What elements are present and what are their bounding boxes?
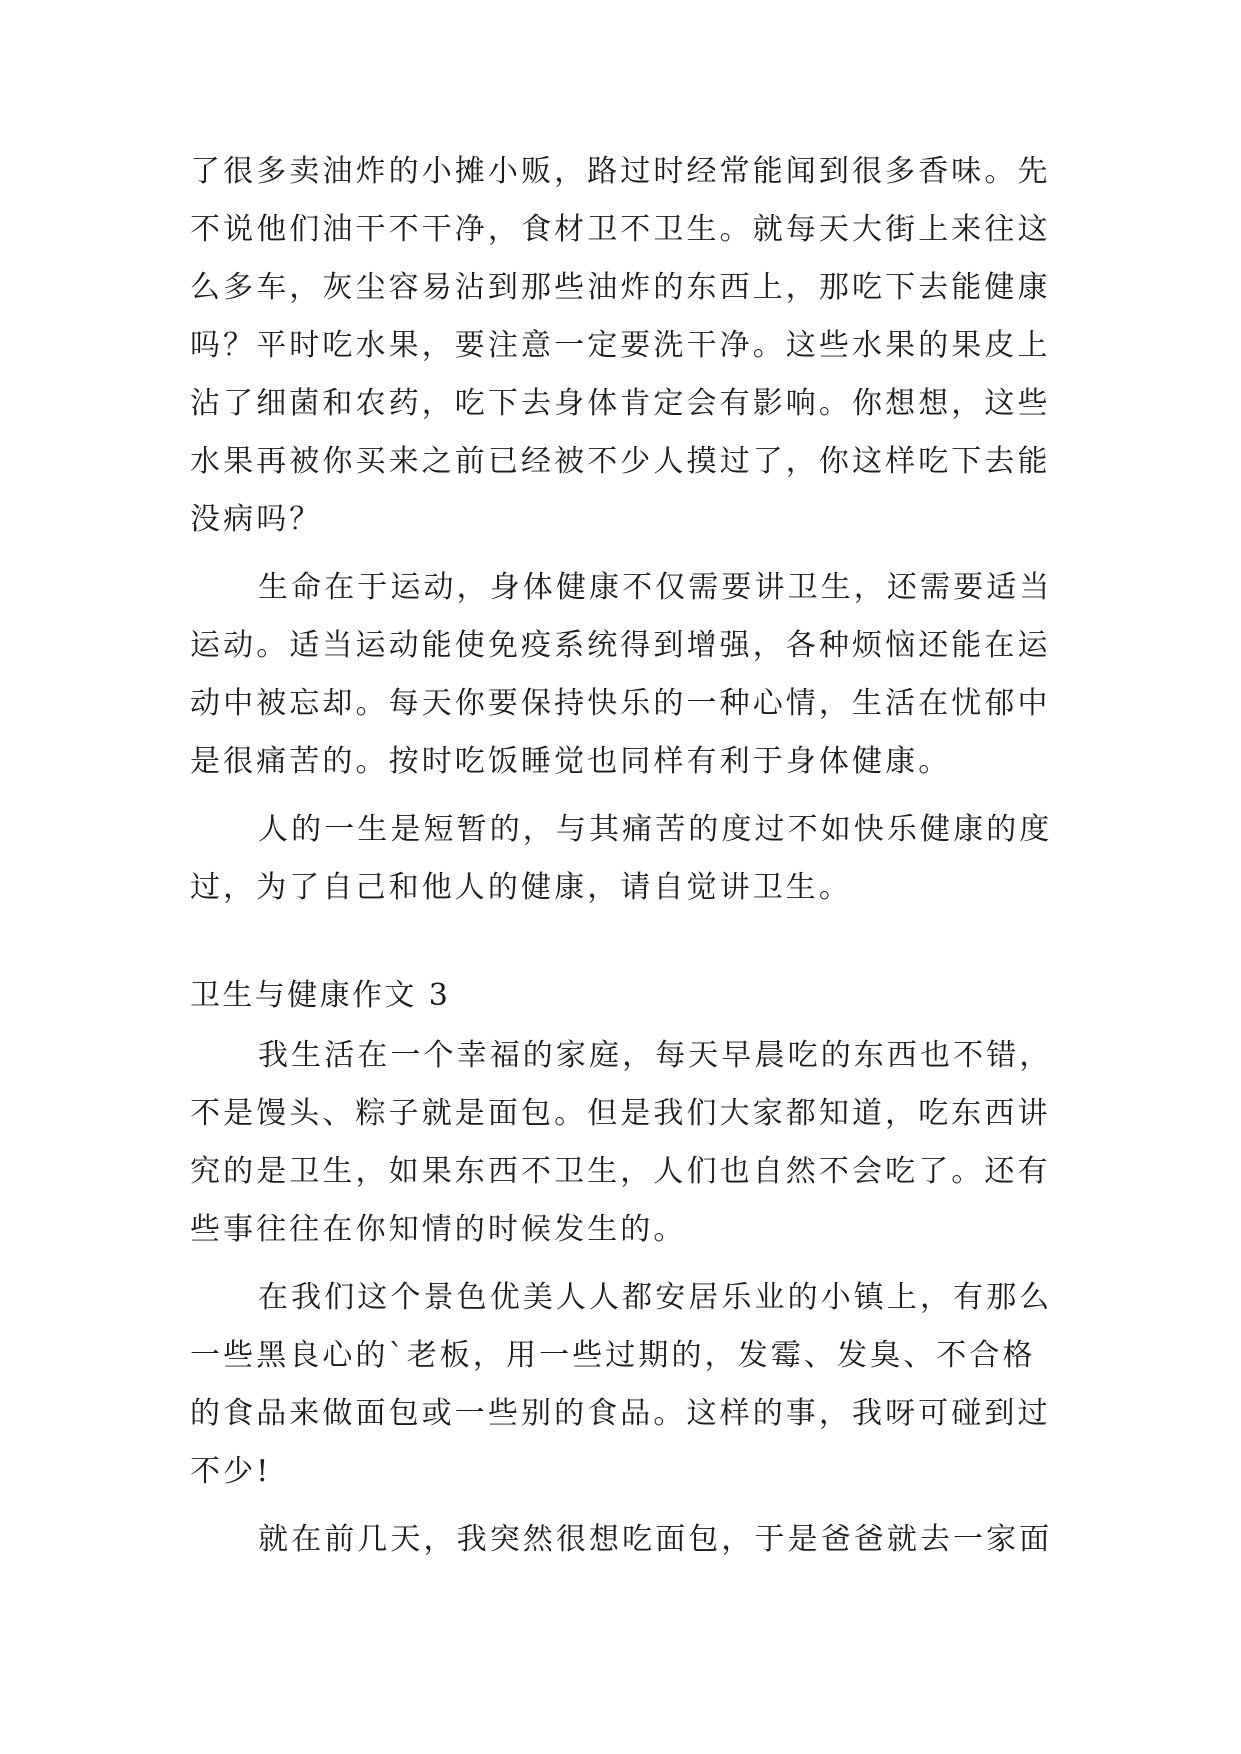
paragraph-line: 在我们这个景色优美人人都安居乐业的小镇上，有那么 [258,1280,1053,1315]
paragraph-line: 生命在于运动，身体健康不仅需要讲卫生，还需要适当 [258,570,1053,605]
paragraph-line: 么多车，灰尘容易沾到那些油炸的东西上，那吃下去能健康 [190,270,1051,305]
paragraph-line: 人的一生是短暂的，与其痛苦的度过不如快乐健康的度 [258,812,1053,847]
paragraph-line: 过，为了自己和他人的健康，请自觉讲卫生。 [190,870,852,905]
paragraph-line: 不说他们油干不干净，食材卫不卫生。就每天大街上来往这 [190,212,1051,247]
section-heading: 卫生与健康作文 3 [190,978,451,1013]
paragraph-line: 水果再被你买来之前已经被不少人摸过了，你这样吃下去能 [190,444,1051,479]
paragraph-line: 了很多卖油炸的小摊小贩，路过时经常能闻到很多香味。先 [190,154,1051,189]
paragraph-line: 运动。适当运动能使免疫系统得到增强，各种烦恼还能在运 [190,628,1051,663]
paragraph-line: 是很痛苦的。按时吃饭睡觉也同样有利于身体健康。 [190,744,952,779]
paragraph-line: 些事往往在你知情的时候发生的。 [190,1212,687,1247]
paragraph-line: 就在前几天，我突然很想吃面包，于是爸爸就去一家面 [258,1522,1053,1557]
paragraph-line: 动中被忘却。每天你要保持快乐的一种心情，生活在忧郁中 [190,686,1051,721]
paragraph-line: 吗？平时吃水果，要注意一定要洗干净。这些水果的果皮上 [190,328,1051,363]
paragraph-line: 没病吗？ [190,502,323,537]
paragraph-line: 沾了细菌和农药，吃下去身体肯定会有影响。你想想，这些 [190,386,1051,421]
paragraph-line: 不是馒头、粽子就是面包。但是我们大家都知道，吃东西讲 [190,1096,1051,1131]
paragraph-line: 究的是卫生，如果东西不卫生，人们也自然不会吃了。还有 [190,1154,1051,1189]
paragraph-line: 一些黑良心的`老板，用一些过期的，发霉、发臭、不合格 [190,1338,1036,1373]
paragraph-line: 不少! [190,1454,272,1489]
paragraph-line: 我生活在一个幸福的家庭，每天早晨吃的东西也不错， [258,1038,1053,1073]
paragraph-line: 的食品来做面包或一些别的食品。这样的事，我呀可碰到过 [190,1396,1051,1431]
